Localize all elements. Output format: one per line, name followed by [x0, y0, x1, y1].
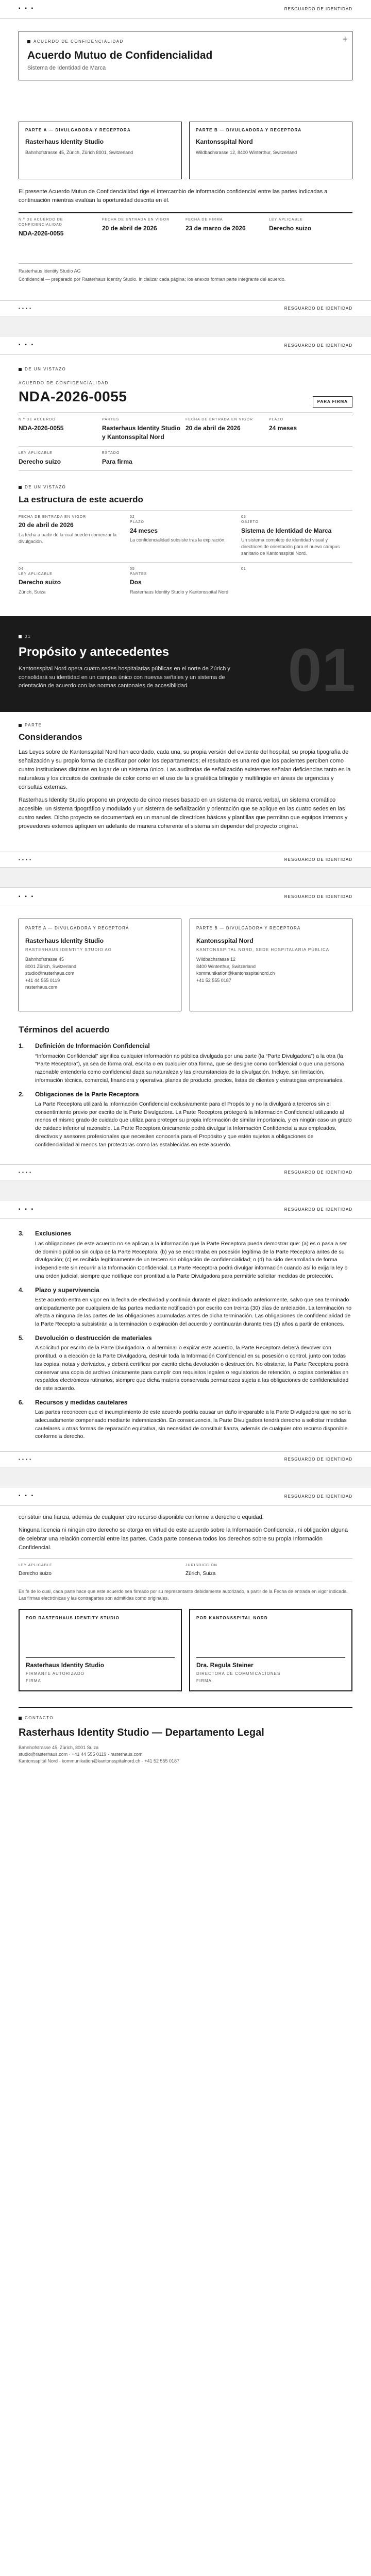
hero-title: Propósito y antecedentes [19, 645, 170, 659]
term-number: 2. [19, 1090, 24, 1098]
party-a-full-card [19, 919, 181, 1011]
recitals-title: Considerandos [19, 732, 82, 742]
meta-ref-label: N.º DE ACUERDO DE CONFIDENCIALIDAD [19, 218, 63, 227]
signature-b-label: POR KANTONSSPITAL NORD [196, 1616, 268, 1621]
page-marker-dots: ▪ ▪ ▪ ▪ [19, 1456, 32, 1462]
structure-item-desc: Zürich, Suiza [19, 589, 46, 595]
party-b-card [189, 122, 352, 179]
party-b-full-label: PARTE B — DIVULGADORA Y RECEPTORA [196, 926, 301, 931]
summary-cell [19, 413, 102, 446]
witness-clause: En fe de lo cual, cada parte hace que este acuerdo sea firmado por su representante debidamente autorizado, a partir de la Fecha de entrada en vigor indicada. Las firmas electrónicas y las contrapartes son admitidas como originales. [19, 1589, 348, 1601]
status-badge: PARA FIRMA [313, 396, 352, 408]
term-text: La Parte Receptora utilizará la Información Confidencial exclusivamente para el Propósito y no la divulgará a terceros sin el consentimiento previo por escrito de la Parte Divulgadora. La Parte Receptora protegerá la Información Confidencial utilizando al menos el mismo grado de cuidado que utiliza para proteger su propia información de similar importancia, y en ningún caso un grado de cuidado inferior al razonable. La Parte Receptora únicamente podrá divulgar la Información Confidencial a sus empleados, directivos y asesores profesionales que necesiten conocerla para el Propósito y que estén sujetos a obligaciones de confidencialidad al menos tan protectoras como las establecidas en este acuerdo. [35, 1100, 352, 1148]
party-b-phone: +41 52 555 0187 [196, 977, 231, 983]
structure-item-number: 03 [241, 515, 246, 519]
structure-item [19, 510, 130, 562]
structure-item-value: 20 de abril de 2026 [19, 521, 74, 529]
party-b-full-address [196, 956, 346, 984]
jurisdiction-cell [185, 1559, 352, 1582]
structure-item-number: 02 [129, 515, 135, 519]
meta-issue [102, 213, 185, 243]
page-marker-dots: ▪ ▪ ▪ ▪ [19, 857, 32, 862]
signature-blocks [0, 1609, 371, 1691]
page-marker-dots: ▪ ▪ ▪ ▪ [19, 306, 32, 311]
structure-item-value: Sistema de Identidad de Marca [241, 527, 332, 534]
meta-ref-value: NDA-2026-0055 [19, 230, 64, 238]
hero-eyebrow [19, 634, 352, 640]
page-marker-dots: ▪ ▪ ▪ [19, 893, 35, 900]
recitals-eyebrow-text: PARTE [25, 722, 42, 727]
signature-b-role: DIRECTORA DE COMUNICACIONES [196, 1671, 281, 1676]
structure-item-label: OBJETO [241, 520, 259, 524]
hero-number: 01 [25, 634, 31, 639]
party-b-name: Kantonsspital Nord [196, 138, 253, 145]
structure-item-label: LEY APLICABLE [19, 572, 53, 577]
structure-title: La estructura de este acuerdo [19, 494, 143, 504]
structure-item [130, 562, 241, 601]
structure-eyebrow [19, 484, 352, 490]
cover-confidential-note: Confidencial — preparado por Rasterhaus Identity Studio. Inicializar cada página; los anexos forman parte integrante del acuerdo. [19, 276, 286, 282]
signature-a-foot: FIRMA [26, 1678, 41, 1683]
structure-item-label: FECHA DE ENTRADA EN VIGOR [19, 515, 87, 519]
party-b-full-sub: KANTONSSPITAL NORD, SEDE HOSPITALARIA PÚBLICA [196, 947, 330, 953]
term-title: Plazo y supervivencia [35, 1286, 99, 1294]
term-text: Este acuerdo entra en vigor en la fecha de efectividad y continúa durante el plazo indicado anteriormente, salvo que sea terminado anticipadamente por cualquiera de las partes mediante notificación por escrito con treinta (30) días de antelación. La terminación no afecta a ninguna de las partes de las obligaciones acumuladas antes de dicha terminación. Las obligaciones de confidencialidad de la Parte Receptora subsistirán a la terminación o expiración del acuerdo y continuarán durante tres (3) años a partir de entonces. [35, 1296, 352, 1328]
address-line: Bahnhofstrasse 45 [25, 957, 64, 962]
party-b-label: PARTE B — DIVULGADORA Y RECEPTORA [196, 127, 302, 132]
header-right-label: RESGUARDO DE IDENTIDAD [284, 343, 352, 348]
term-number: 5. [19, 1334, 24, 1342]
term-number: 1. [19, 1042, 24, 1050]
page-footer [0, 1164, 371, 1180]
term-title: Obligaciones de la Parte Receptora [35, 1090, 139, 1098]
term-number: 6. [19, 1398, 24, 1406]
structure-item-number-1 [241, 562, 352, 601]
footer-right-label: RESGUARDO DE IDENTIDAD [284, 306, 352, 311]
structure-item-value: Dos [129, 579, 142, 586]
closing-paragraph-2: Ninguna licencia ni ningún otro derecho se otorga en virtud de este acuerdo sobre la Información Confidencial, ni obligación alguna de celebrar una relación comercial entre las partes. Cada parte conserva todos los derechos sobre su propia Información Confidencial. [19, 1527, 348, 1551]
summary-grid [19, 413, 352, 471]
signature-line[interactable] [196, 1657, 345, 1658]
header-right-label: RESGUARDO DE IDENTIDAD [284, 1494, 352, 1499]
term-item [0, 1229, 371, 1280]
party-b-address: Wildbachsrasse 12, 8400 Winterthur, Switzerland [196, 149, 297, 155]
term-text: A solicitud por escrito de la Parte Divulgadora, o al terminar o expirar este acuerdo, la Parte Receptora deberá devolver con prontitud, o a elección de la Parte Divulgadora, destruir toda la Información Confidencial en su posesión o control, junto con todas las copias, notas y derivados, y deberá certificar por escrito dicha devolución o destrucción. No obstante, la Parte Receptora podrá conservar una copia de archivo únicamente para cumplir con requisitos legales o regulatorios de retención, o copias contenidas en respaldos electrónicos rutinarios, siempre que dicha materia conservada permanezca sujeta a las obligaciones de confidencialidad de este acuerdo. [35, 1345, 349, 1392]
party-a-address: Bahnhofstrasse 45, Zürich, Zürich 8001, Switzerland [25, 149, 133, 155]
structure-item-label: PLAZO [129, 520, 144, 524]
signature-b-foot: FIRMA [196, 1678, 212, 1683]
summary-cell [102, 413, 185, 446]
address-line: Wildbachsrasse 12 [196, 957, 236, 962]
meta-law-value: Derecho suizo [269, 225, 312, 232]
meta-issue-value: 20 de abril de 2026 [102, 225, 157, 232]
contact-line-2: studio@rasterhaus.com · +41 44 555 0119 · rasterhaus.com [19, 1751, 143, 1757]
document-title: Acuerdo Mutuo de Confidencialidad [27, 49, 213, 61]
structure-item-number: 05 [129, 567, 135, 571]
summary-row-1 [19, 413, 352, 447]
term-title: Recursos y medidas cautelares [35, 1398, 128, 1406]
square-bullet-icon [19, 635, 22, 638]
meta-expires [185, 213, 269, 243]
summary-eyebrow-text: DE UN VISTAZO [25, 366, 66, 371]
structure-item-number: 04 [19, 567, 24, 571]
recitals-eyebrow [19, 722, 352, 728]
party-a-full-name: Rasterhaus Identity Studio [25, 937, 104, 945]
structure-item-desc: Rasterhaus Identity Studio y Kantonsspital Nord [129, 589, 229, 595]
term-text: “Información Confidencial” significa cualquier información no pública divulgada por una parte (la “Parte Divulgadora”) a la otra (la “Parte Receptora”), ya sea de forma oral, escrita o en cualquier otra forma, que se designe como confidencial o que una persona razonable entendería como confidencial dada su naturaleza y las circunstancias de la divulgación. Incluye, sin limitación, información técnica, comercial, financiera y operativa, planes de producto, precios, listas de clientes y estrategias empresariales. [35, 1053, 344, 1083]
signature-b-name: Dra. Regula Steiner [196, 1661, 254, 1669]
footer-right-label: RESGUARDO DE IDENTIDAD [284, 1456, 352, 1462]
term-text: Las obligaciones de este acuerdo no se aplican a la información que la Parte Receptora pueda demostrar que: (a) es o pasa a ser de dominio público sin culpa de la Parte Receptora; (b) ya se encontraba en posesión legítima de la Parte Receptora antes de su divulgación; (c) es recibida legítimamente de un tercero sin obligación de confidencialidad; o (d) ha sido desarrollada de forma independiente sin recurrir a la Información Confidencial. La Parte Receptora podrá divulgar información cuando así lo exija la ley o una orden judicial, siempre que notifique con prontitud a la Parte Divulgadora para permitirle solicitar medidas de protección. [35, 1240, 348, 1279]
signature-line[interactable] [26, 1657, 175, 1658]
contact-title: Rasterhaus Identity Studio — Departamento Legal [19, 1726, 264, 1738]
page-header [0, 336, 371, 355]
signature-block-a [19, 1609, 182, 1691]
party-a-site: rasterhaus.com [25, 985, 58, 990]
structure-item-value: Derecho suizo [19, 579, 61, 586]
page-gap [0, 1180, 371, 1200]
cover-eyebrow-text: ACUERDO DE CONFIDENCIALIDAD [33, 39, 124, 44]
term-number: 4. [19, 1286, 24, 1294]
term-item [0, 1334, 371, 1393]
party-b-full-card [190, 919, 352, 1011]
meta-expires-label: FECHA DE FIRMA [185, 218, 223, 222]
party-a-full-label: PARTE A — DIVULGADORA Y RECEPTORA [25, 926, 129, 931]
cover-brand-line: Rasterhaus Identity Studio AG [19, 268, 81, 274]
structure-eyebrow-text: DE UN VISTAZO [25, 485, 66, 490]
cover-title-block [19, 31, 352, 80]
header-right-label: RESGUARDO DE IDENTIDAD [284, 1207, 352, 1212]
meta-law-label: LEY APLICABLE [269, 218, 303, 222]
contact-line-1: Bahnhofstrasse 45, Zürich, 8001 Suiza [19, 1744, 99, 1750]
summary-cell-value: 20 de abril de 2026 [185, 424, 241, 432]
recitals-paragraph-1: Las Leyes sobre de Kantonsspital Nord han acordado, cada una, su propia versión del evidente del hospital, su propia tipografía de señalización y su propio forma de clasificar por color los departamentos; el resultado es una red que los pacientes perciben como cuatro instituciones distintas en lugar de un sistema único. Las auditorías de señalización existentes señalan deficiencias tanto en la naturaleza y los circuitos de contraste de color como en el uso de la signalética bilingüe y multilingüe en áreas de urgencias y consultas externas. [19, 749, 351, 791]
summary-cell-label: LEY APLICABLE [19, 451, 53, 455]
document-subtitle: Sistema de Identidad de Marca [27, 65, 106, 72]
page-marker-dots: ▪ ▪ ▪ [19, 6, 35, 12]
summary-cell-label: ESTADO [102, 451, 120, 455]
recitals-paragraph-2: Rasterhaus Identity Studio propone un proyecto de cinco meses basado en un sistema de marca verbal, un sistema cromático accesible, un sistema tipográfico y modulado y un sistema de señalización y orientación que se aplique en las cuatro sedes en las cuatro sedes. Dicho proyecto se documentará en un manual de directrices básicas y plantillas que permitan que equipos internos y proveedores externos apliquen en adelante de manera coherente el sistema sin depender del proyecto original. [19, 797, 348, 830]
summary-cell-value: Rasterhaus Identity Studio y Kantonsspital Nord [102, 424, 181, 441]
closing-paragraph-1: constituir una fianza, además de cualquier otro recurso disponible conforme a derecho o equidad. [19, 1514, 264, 1521]
meta-ref [19, 213, 102, 243]
footer-right-label: RESGUARDO DE IDENTIDAD [284, 1170, 352, 1175]
term-number: 3. [19, 1230, 24, 1238]
signature-a-label: POR RASTERHAUS IDENTITY STUDIO [26, 1616, 120, 1621]
hero-ghost-number: 01 [288, 636, 356, 704]
summary-cell-label: PARTES [102, 417, 120, 421]
law-value: Derecho suizo [19, 1570, 52, 1577]
contact-block [0, 1715, 371, 1765]
summary-cell-label: N.º DE ACUERDO [19, 417, 56, 421]
signature-a-role: FIRMANTE AUTORIZADO [26, 1671, 85, 1676]
term-item [0, 1090, 371, 1149]
party-a-card [19, 122, 182, 179]
law-cell [19, 1559, 185, 1582]
address-line: 8400 Winterthur, Switzerland [196, 963, 256, 969]
square-bullet-icon [27, 40, 30, 43]
term-item [0, 1286, 371, 1329]
page-marker-dots: ▪ ▪ ▪ [19, 342, 35, 348]
contact-eyebrow-text: CONTACTO [25, 1716, 54, 1721]
structure-item [19, 562, 130, 601]
jurisdiction-value: Zürich, Suiza [185, 1570, 216, 1577]
party-a-full-sub: RASTERHAUS IDENTITY STUDIO AG [25, 947, 112, 953]
summary-cell [19, 447, 102, 471]
square-bullet-icon [19, 368, 22, 371]
structure-grid [0, 510, 371, 601]
parties-summary [0, 122, 371, 179]
meta-expires-value: 23 de marzo de 2026 [185, 225, 246, 232]
summary-cell-value: 24 meses [269, 424, 297, 432]
cover-eyebrow [27, 39, 344, 45]
page-header [0, 0, 371, 19]
intro-paragraph: El presente Acuerdo Mutuo de Confidencialidad rige el intercambio de información confidencial entre las partes indicadas a continuación mientras evalúan la oportunidad descrita en él. [19, 188, 328, 204]
party-a-label: PARTE A — DIVULGADORA Y RECEPTORA [25, 127, 131, 132]
square-bullet-icon [19, 1717, 22, 1720]
cover-meta-row [0, 213, 371, 243]
header-right-label: RESGUARDO DE IDENTIDAD [284, 6, 352, 11]
term-item [0, 1042, 371, 1084]
party-a-full-address [25, 956, 175, 991]
term-title: Definición de Información Confidencial [35, 1042, 150, 1050]
page-gap [0, 316, 371, 336]
summary-cell-label: PLAZO [269, 417, 283, 421]
summary-cell-label: FECHA DE ENTRADA EN VIGOR [185, 417, 254, 421]
term-item [0, 1398, 371, 1441]
term-title: Exclusiones [35, 1230, 72, 1238]
page-marker-dots: ▪ ▪ ▪ [19, 1206, 35, 1212]
structure-item [241, 510, 352, 562]
contact-eyebrow [19, 1715, 352, 1721]
page-gap [0, 1467, 371, 1487]
square-bullet-icon [19, 724, 22, 727]
summary-row-2 [19, 447, 352, 471]
parties-full [0, 919, 371, 1011]
structure-item-number: 01 [241, 567, 246, 571]
page-header [0, 1200, 371, 1219]
page-footer [0, 1451, 371, 1467]
summary-eyebrow-2: ACUERDO DE CONFIDENCIALIDAD [19, 381, 109, 386]
law-row [0, 1559, 371, 1582]
party-a-phone: +41 44 555 0119 [25, 977, 60, 983]
footer-right-label: RESGUARDO DE IDENTIDAD [284, 857, 352, 862]
term-title: Devolución o destrucción de materiales [35, 1334, 152, 1342]
structure-item-desc: La confidencialidad subsiste tras la expiración. [129, 537, 226, 543]
structure-item-desc: Un sistema completo de identidad visual y directrices de orientación para el nuevo campus sanitario de Kantonsspital Nord. [241, 537, 340, 556]
header-right-label: RESGUARDO DE IDENTIDAD [284, 894, 352, 900]
structure-item-label: PARTES [129, 572, 147, 577]
summary-reference: NDA-2026-0055 [19, 388, 127, 405]
terms-title: Términos del acuerdo [19, 1025, 110, 1035]
summary-cell-value: NDA-2026-0055 [19, 424, 64, 432]
page-header [0, 1487, 371, 1506]
page-marker-dots: ▪ ▪ ▪ [19, 1493, 35, 1499]
party-b-email: kommunikation@kantonsspitalnord.ch [196, 971, 275, 976]
meta-issue-label: FECHA DE ENTRADA EN VIGOR [102, 218, 170, 222]
term-text: Las partes reconocen que el incumplimiento de este acuerdo podría causar un daño irreparable a la Parte Divulgadora que no sería adecuadamente compensado mediante indemnización. En consecuencia, la Parte Divulgadora tendrá derecho a solicitar medidas cautelares u otras formas de reparación equitativa, sin necesidad de constituir fianza, además de cualquier otro recurso disponible conforme a derecho. [35, 1409, 351, 1440]
summary-cell [185, 413, 269, 446]
hero-text: Kantonsspital Nord opera cuatro sedes hospitalarias públicas en el norte de Zúrich y consolidará su identidad en un campus único con nuevas señales y un sistema de orientación de acuerdo con las normas cantonales de accesibilidad. [19, 666, 230, 689]
page-gap [0, 867, 371, 888]
summary-cell [269, 413, 352, 446]
summary-cell-value: Derecho suizo [19, 457, 61, 465]
crosshair-icon: + [342, 34, 348, 44]
page-footer [0, 852, 371, 867]
purpose-hero [0, 616, 371, 712]
contact-line-3: Kantonsspital Nord · kommunikation@kantonsspitalnord.ch · +41 52 555 0187 [19, 1758, 180, 1764]
address-line: 8001 Zürich, Switzerland [25, 963, 77, 969]
party-a-email: studio@rasterhaus.com [25, 971, 75, 976]
signature-a-name: Rasterhaus Identity Studio [26, 1661, 105, 1669]
structure-item-desc: La fecha a partir de la cual pueden comenzar la divulgación. [19, 532, 117, 544]
jurisdiction-label: JURISDICCIÓN [185, 1564, 217, 1568]
square-bullet-icon [19, 486, 22, 489]
signature-block-b [189, 1609, 352, 1691]
party-b-full-name: Kantonsspital Nord [196, 937, 254, 945]
page-footer [0, 300, 371, 316]
structure-item [130, 510, 241, 562]
page-header [0, 888, 371, 906]
summary-cell [102, 447, 185, 471]
law-label: LEY APLICABLE [19, 1564, 53, 1568]
meta-law [269, 213, 352, 243]
page-marker-dots: ▪ ▪ ▪ ▪ [19, 1170, 32, 1175]
summary-cell-value: Para firma [102, 457, 132, 465]
structure-item-value: 24 meses [129, 527, 158, 534]
summary-eyebrow [19, 366, 352, 372]
party-a-name: Rasterhaus Identity Studio [25, 138, 104, 145]
